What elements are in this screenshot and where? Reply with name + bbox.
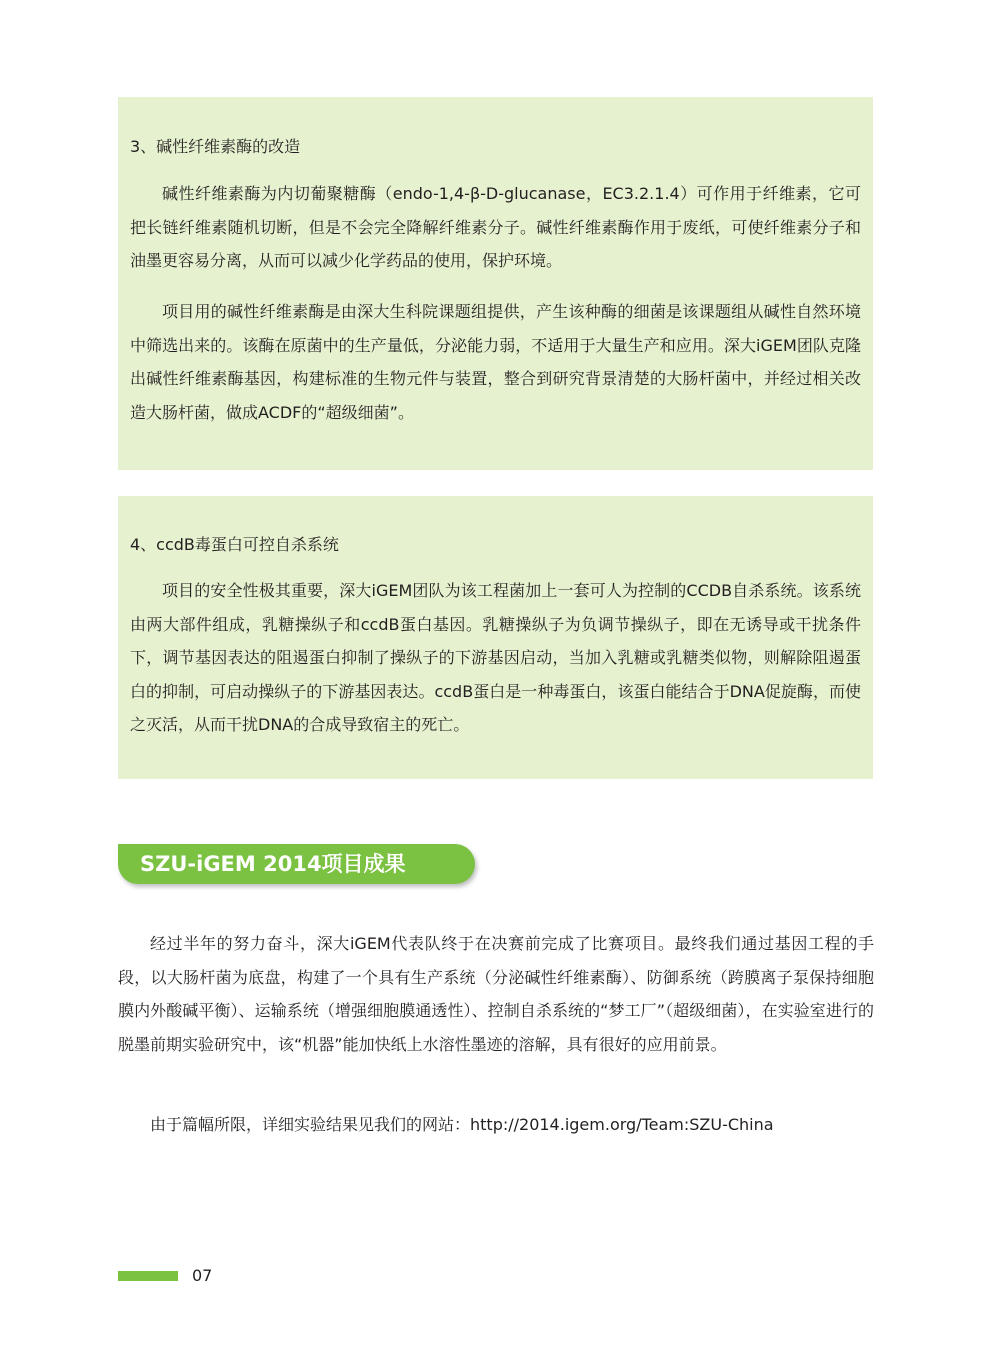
section-4-box bbox=[118, 496, 873, 779]
section-3-heading: 3、碱性纤维素酶的改造 bbox=[130, 137, 301, 156]
section-3-paragraph-1: 碱性纤维素酶为内切葡聚糖酶（endo-1,4-β-D-glucanase，EC3.2.1.4）可作用于纤维素，它可把长链纤维素随机切断，但是不会完全降解纤维素分子。碱性纤维素酶作用于废纸，可使纤维素分子和油墨更容易分离，从而可以减少化学药品的使用，保护环境。 bbox=[130, 184, 861, 270]
section-4-heading: 4、ccdB毒蛋白可控自杀系统 bbox=[130, 535, 339, 554]
results-paragraph-2: 由于篇幅所限，详细实验结果见我们的网站：http://2014.igem.org/Team:SZU-China bbox=[150, 1115, 774, 1134]
results-title-banner bbox=[118, 844, 475, 884]
section-3-paragraph-2: 项目用的碱性纤维素酶是由深大生科院课题组提供，产生该种酶的细菌是该课题组从碱性自然环境中筛选出来的。该酶在原菌中的生产量低，分泌能力弱，不适用于大量生产和应用。深大iGEM团队克隆出碱性纤维素酶基因，构建标准的生物元件与装置，整合到研究背景清楚的大肠杆菌中，并经过相关改造大肠杆菌，做成ACDF的“超级细菌”。 bbox=[130, 302, 861, 422]
section-4-paragraph-1: 项目的安全性极其重要，深大iGEM团队为该工程菌加上一套可人为控制的CCDB自杀系统。该系统由两大部件组成，乳糖操纵子和ccdB蛋白基因。乳糖操纵子为负调节操纵子，即在无诱导或干扰条件下，调节基因表达的阻遏蛋白抑制了操纵子的下游基因启动，当加入乳糖或乳糖类似物，则解除阻遏蛋白的抑制，可启动操纵子的下游基因表达。ccdB蛋白是一种毒蛋白，该蛋白能结合于DNA促旋酶，而使之灭活，从而干扰DNA的合成导致宿主的死亡。 bbox=[130, 581, 861, 734]
page-number: 07 bbox=[192, 1266, 213, 1285]
results-title: SZU-iGEM 2014项目成果 bbox=[140, 852, 406, 876]
footer-accent-bar bbox=[118, 1271, 178, 1281]
results-paragraph-1: 经过半年的努力奋斗，深大iGEM代表队终于在决赛前完成了比赛项目。最终我们通过基因工程的手段，以大肠杆菌为底盘，构建了一个具有生产系统（分泌碱性纤维素酶）、防御系统（跨膜离子泵保持细胞膜内外酸碱平衡）、运输系统（增强细胞膜通透性）、控制自杀系统的“梦工厂”（超级细菌），在实验室进行的脱墨前期实验研究中，该“机器”能加快纸上水溶性墨迹的溶解，具有很好的应用前景。 bbox=[118, 934, 874, 1054]
section-3-box bbox=[118, 97, 873, 470]
